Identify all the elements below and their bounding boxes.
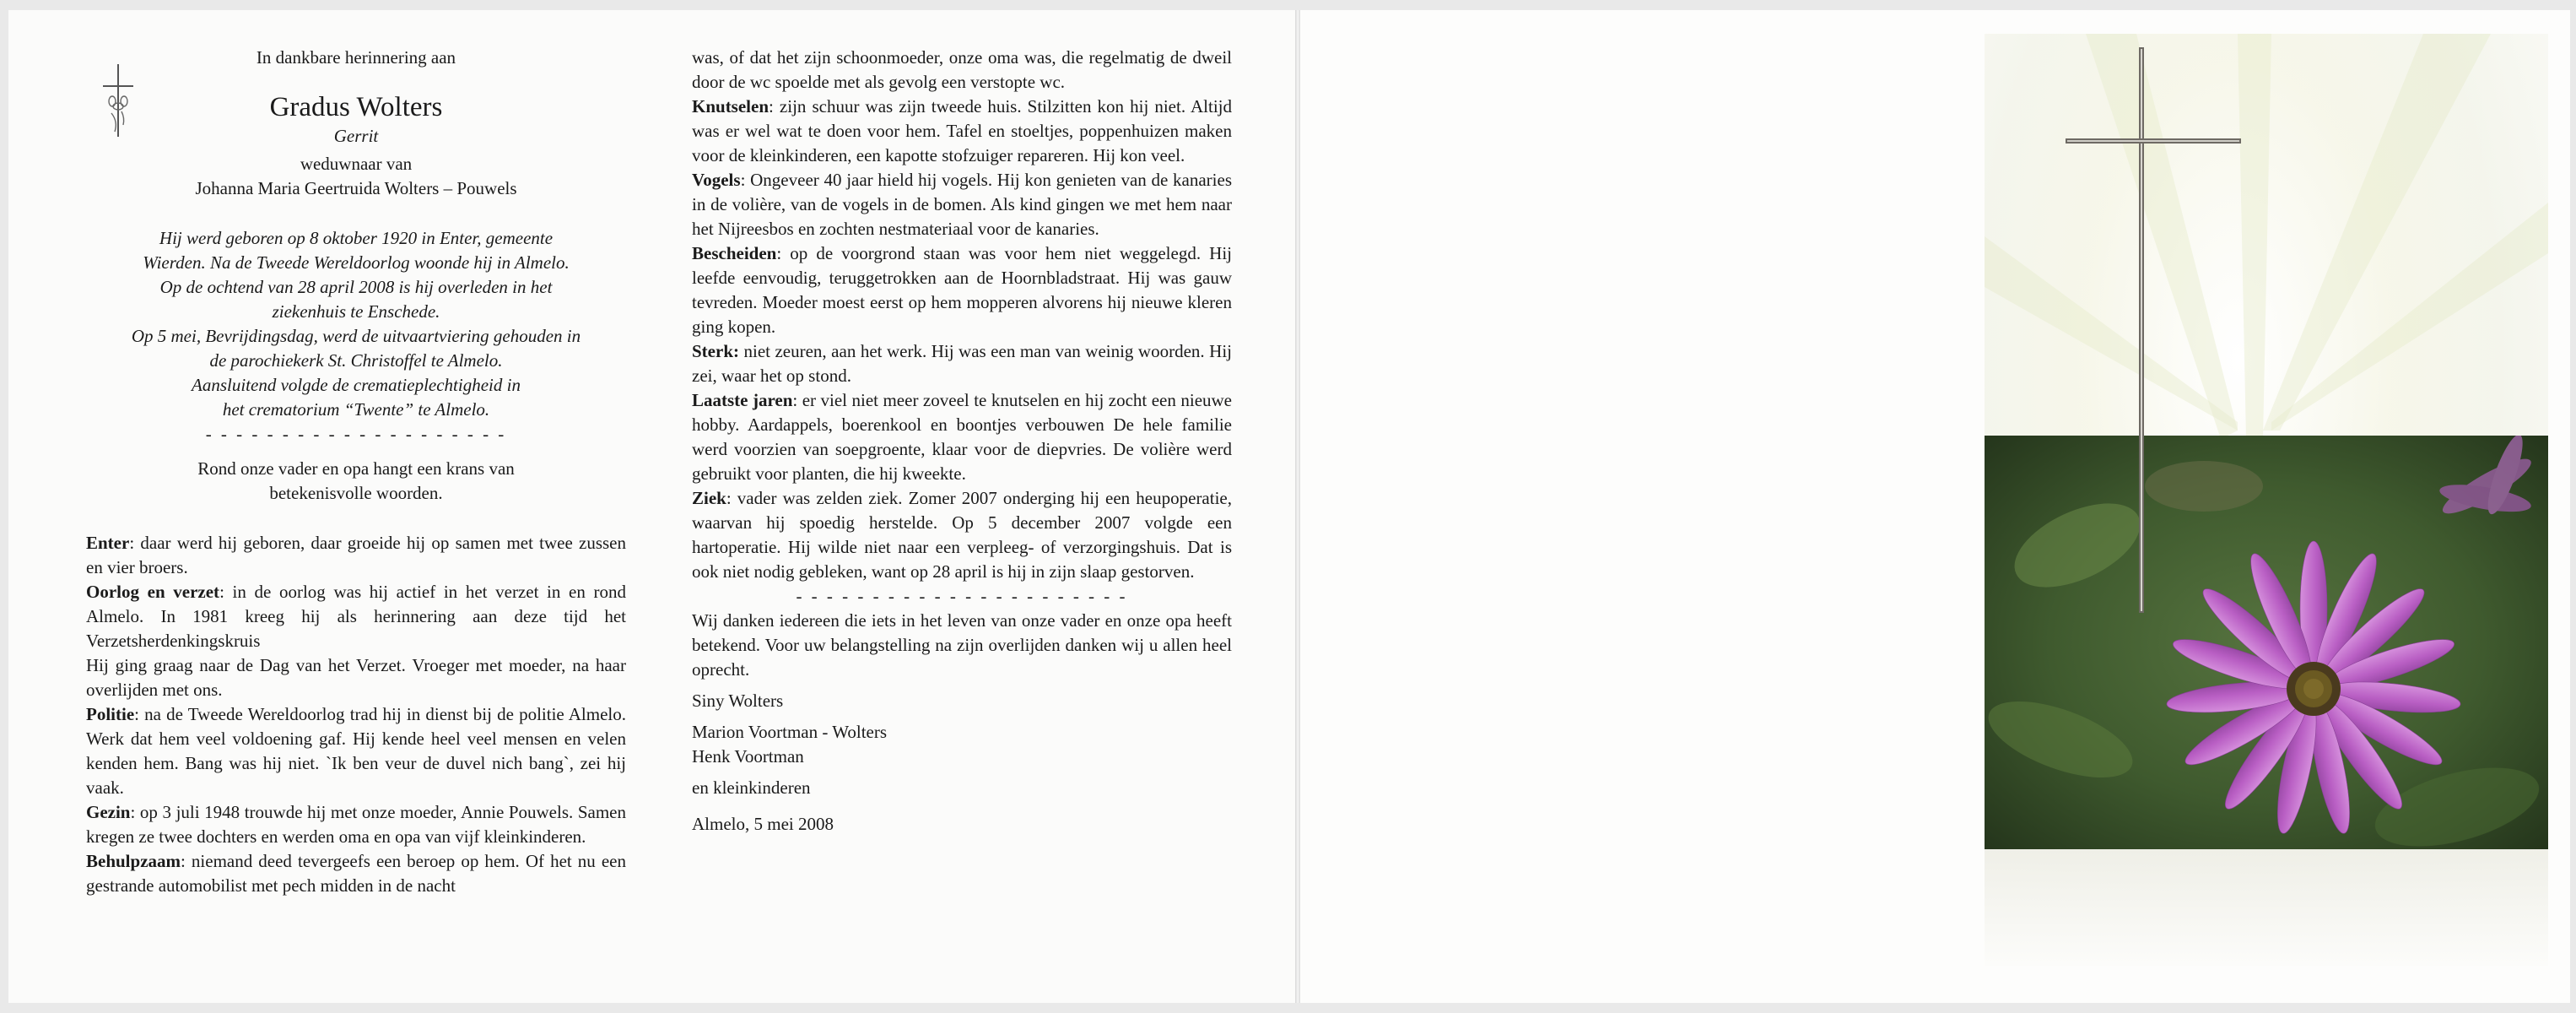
biography — [86, 226, 626, 422]
signature: en kleinkinderen — [692, 777, 811, 798]
memory-paragraph: Laatste jaren: er viel niet meer zoveel te knutselen en hij zocht een nieuwe hobby. Aardappels, boerenkool en boontjes verbouwen De hele familie werd voorzien van soepgroente, klaar voor de diepvries. De volière werd gebruikt voor planten, die hij kweekte. — [692, 390, 1232, 484]
front-image — [1985, 34, 2548, 966]
thanks-paragraph: Wij danken iedereen die iets in het leven van onze vader en onze opa heeft betekend. Voor uw belangstelling na zijn overlijden danken wij u allen heel oprecht. — [692, 610, 1232, 680]
bio-line: Aansluitend volgde de crematieplechtigheid in — [192, 375, 521, 395]
memory-paragraph: Ziek: vader was zelden ziek. Zomer 2007 onderging hij een heupoperatie, waarvan hij spoedig herstelde. Op 5 december 2007 volgde een hartoperatie. Hij wilde niet naar een verpleeg- of verzorgingshuis. Dat is ook niet nodig gebleken, want op 28 april is hij in zijn slaap gestorven. — [692, 488, 1232, 582]
memories-left — [86, 531, 626, 898]
deceased-name: Gradus Wolters — [269, 92, 443, 122]
memory-paragraph: Hij ging graag naar de Dag van het Verzet. Vroeger met moeder, na haar overlijden met ons. — [86, 655, 626, 700]
light-bottom — [1985, 849, 2548, 966]
signature: Marion Voortman - Wolters — [692, 722, 888, 742]
bio-line: Wierden. Na de Tweede Wereldoorlog woonde hij in Almelo. — [143, 252, 570, 273]
divider: - - - - - - - - - - - - - - - - - - - - - - — [796, 586, 1128, 606]
column-right — [692, 46, 1232, 837]
memory-paragraph: was, of dat het zijn schoonmoeder, onze oma was, die regelmatig de dweil door de wc spoelde met als gevolg een verstopte wc. — [692, 47, 1232, 92]
memory-paragraph: Gezin: op 3 juli 1948 trouwde hij met onze moeder, Annie Pouwels. Samen kregen ze twee dochters en werden oma en opa van vijf kleinkinderen. — [86, 802, 626, 847]
place-date: Almelo, 5 mei 2008 — [692, 814, 834, 834]
widower-line: weduwnaar van — [300, 154, 413, 174]
card-inner-left — [8, 10, 1295, 1003]
memories-right — [692, 46, 1232, 584]
memory-paragraph: Politie: na de Tweede Wereldoorlog trad hij in dienst bij de politie Almelo. Werk dat hem veel voldoening gaf. Hij kende heel veel mensen en velen kenden hem. Bang was hij niet. `Ik ben veur de duvel nich bang`, zei hij vaak. — [86, 704, 626, 798]
bio-line: Op 5 mei, Bevrijdingsdag, werd de uitvaartviering gehouden in — [131, 326, 581, 346]
bio-line: ziekenhuis te Enschede. — [272, 301, 440, 322]
cross-icon — [1985, 34, 2548, 625]
wreath-line: betekenisvolle woorden. — [269, 483, 443, 503]
signature: Henk Voortman — [692, 746, 804, 767]
memory-paragraph: Behulpzaam: niemand deed tevergeefs een beroep op hem. Of het nu een gestrande automobilist met pech midden in de nacht — [86, 851, 626, 896]
memory-paragraph: Enter: daar werd hij geboren, daar groeide hij op samen met twee zussen en vier broers. — [86, 533, 626, 577]
bio-line: Hij werd geboren op 8 oktober 1920 in Enter, gemeente — [159, 228, 554, 248]
bio-line: het crematorium “Twente” te Almelo. — [222, 399, 490, 420]
spouse-name: Johanna Maria Geertruida Wolters – Pouwels — [195, 178, 517, 198]
memory-paragraph: Sterk: niet zeuren, aan het werk. Hij was een man van weinig woorden. Hij zei, waar het op stond. — [692, 341, 1232, 386]
nickname: Gerrit — [333, 126, 379, 146]
column-left — [86, 46, 626, 898]
memory-paragraph: Vogels: Ongeveer 40 jaar hield hij vogels. Hij kon genieten van de kanaries in de volière, van de vogels in de bomen. Als kind gingen we met hem naar het Nijreesbos en zochten nestmateriaal voor de kanaries. — [692, 170, 1232, 239]
wreath-line: Rond onze vader en opa hangt een krans van — [197, 458, 515, 479]
memory-paragraph: Knutselen: zijn schuur was zijn tweede huis. Stilzitten kon hij niet. Altijd was er wel wat te doen voor hem. Tafel en stoeltjes, poppenhuizen maken voor de kleinkinderen, een kapotte stofzuiger repareren. Hij kon veel. — [692, 96, 1232, 165]
bio-line: de parochiekerk St. Christoffel te Almelo. — [209, 350, 503, 371]
bio-line: Op de ochtend van 28 april 2008 is hij overleden in het — [159, 277, 553, 297]
memory-paragraph: Bescheiden: op de voorgrond staan was voor hem niet weggelegd. Hij leefde eenvoudig, teruggetrokken aan de Hoornbladstraat. Hij was gauw tevreden. Moeder moest eerst op hem mopperen alvorens hij nieuwe kleren ging kopen. — [692, 243, 1232, 337]
signature: Siny Wolters — [692, 691, 784, 711]
memory-paragraph: Oorlog en verzet: in de oorlog was hij actief in het verzet in en rond Almelo. In 1981 kreeg hij als herinnering aan deze tijd het Verzetsherdenkingskruis — [86, 582, 626, 651]
intro-line: In dankbare herinnering aan — [256, 47, 456, 68]
divider: - - - - - - - - - - - - - - - - - - - - — [205, 424, 507, 444]
